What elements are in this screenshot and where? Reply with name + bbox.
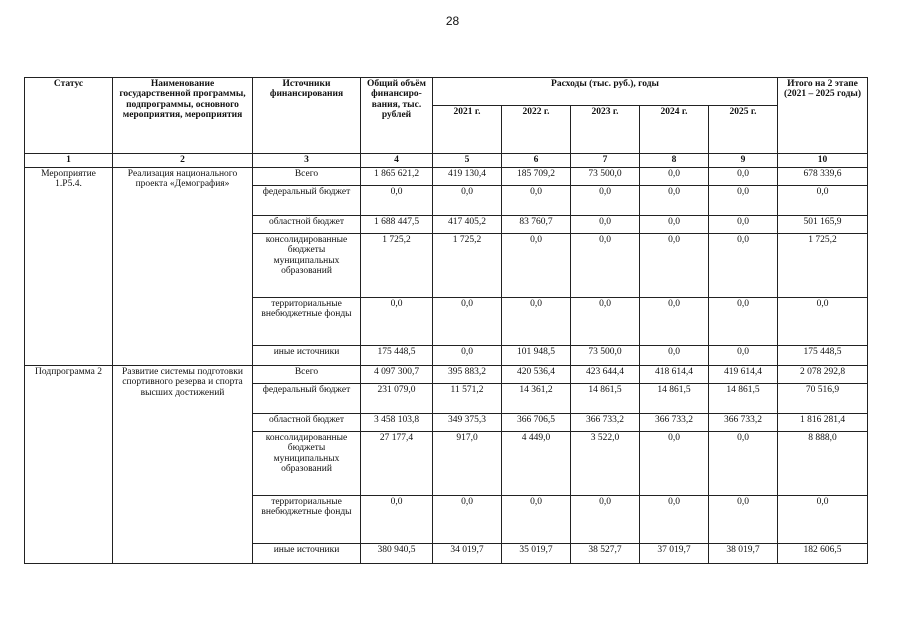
amount-cell: 0,0 [640,234,709,298]
amount-cell: 423 644,4 [571,366,640,384]
column-number: 5 [433,154,502,168]
amount-cell: 366 733,2 [571,414,640,432]
row-name: Развитие системы подготовки спортивного резерва и спорта высших достижений [113,366,253,564]
amount-cell: 0,0 [640,346,709,366]
amount-cell: 366 733,2 [709,414,778,432]
amount-cell: 0,0 [433,496,502,544]
amount-cell: 1 725,2 [361,234,433,298]
amount-cell: 1 725,2 [778,234,868,298]
table-body [25,168,868,564]
amount-cell: 419 614,4 [709,366,778,384]
amount-cell: 3 522,0 [571,432,640,496]
amount-cell: 418 614,4 [640,366,709,384]
amount-cell: 0,0 [640,216,709,234]
amount-cell: 0,0 [571,216,640,234]
amount-cell: 38 019,7 [709,544,778,564]
amount-cell: 1 865 621,2 [361,168,433,186]
column-number: 7 [571,154,640,168]
page-number: 28 [445,14,460,28]
column-number: 3 [253,154,361,168]
amount-cell: 0,0 [502,186,571,216]
amount-cell: 349 375,3 [433,414,502,432]
amount-cell: 14 861,5 [640,384,709,414]
column-number: 10 [778,154,868,168]
budget-table [24,77,868,564]
amount-cell: 70 516,9 [778,384,868,414]
amount-cell: 0,0 [640,168,709,186]
amount-cell: 0,0 [709,234,778,298]
table-row [25,366,868,384]
header-total: Общий объём финансиро-вания, тыс. рублей [361,78,433,154]
amount-cell: 14 361,2 [502,384,571,414]
column-number: 9 [709,154,778,168]
funding-source: Всего [253,366,361,384]
amount-cell: 101 948,5 [502,346,571,366]
amount-cell: 0,0 [571,234,640,298]
column-number: 6 [502,154,571,168]
amount-cell: 0,0 [502,234,571,298]
header-year: 2025 г. [709,106,778,154]
header-year: 2024 г. [640,106,709,154]
amount-cell: 38 527,7 [571,544,640,564]
amount-cell: 1 816 281,4 [778,414,868,432]
funding-source: территориальные внебюджетные фонды [253,298,361,346]
amount-cell: 0,0 [640,496,709,544]
amount-cell: 185 709,2 [502,168,571,186]
amount-cell: 501 165,9 [778,216,868,234]
amount-cell: 4 449,0 [502,432,571,496]
amount-cell: 34 019,7 [433,544,502,564]
amount-cell: 678 339,6 [778,168,868,186]
funding-source: иные источники [253,346,361,366]
amount-cell: 0,0 [361,186,433,216]
amount-cell: 0,0 [709,168,778,186]
amount-cell: 14 861,5 [709,384,778,414]
amount-cell: 380 940,5 [361,544,433,564]
amount-cell: 366 706,5 [502,414,571,432]
amount-cell: 14 861,5 [571,384,640,414]
amount-cell: 3 458 103,8 [361,414,433,432]
amount-cell: 0,0 [571,298,640,346]
amount-cell: 0,0 [502,298,571,346]
amount-cell: 231 079,0 [361,384,433,414]
amount-cell: 175 448,5 [778,346,868,366]
amount-cell: 1 725,2 [433,234,502,298]
amount-cell: 73 500,0 [571,346,640,366]
amount-cell: 175 448,5 [361,346,433,366]
amount-cell: 182 606,5 [778,544,868,564]
row-status: Мероприятие 1.Р5.4. [25,168,113,366]
header-expenses: Расходы (тыс. руб.), годы [433,78,778,106]
amount-cell: 2 078 292,8 [778,366,868,384]
amount-cell: 366 733,2 [640,414,709,432]
column-number: 4 [361,154,433,168]
amount-cell: 0,0 [640,298,709,346]
amount-cell: 4 097 300,7 [361,366,433,384]
amount-cell: 0,0 [778,298,868,346]
funding-source: консолидированные бюджеты муниципальных образований [253,432,361,496]
funding-source: консолидированные бюджеты муниципальных образований [253,234,361,298]
header-sources: Источники финансирования [253,78,361,154]
column-number-row [25,154,868,168]
amount-cell: 0,0 [361,298,433,346]
header-year: 2023 г. [571,106,640,154]
amount-cell: 27 177,4 [361,432,433,496]
amount-cell: 0,0 [571,496,640,544]
table-row [25,168,868,186]
amount-cell: 417 405,2 [433,216,502,234]
amount-cell: 0,0 [361,496,433,544]
amount-cell: 0,0 [709,298,778,346]
amount-cell: 0,0 [433,346,502,366]
funding-source: федеральный бюджет [253,186,361,216]
funding-source: областной бюджет [253,216,361,234]
funding-source: федеральный бюджет [253,384,361,414]
amount-cell: 0,0 [640,186,709,216]
row-name: Реализация национального проекта «Демография» [113,168,253,366]
amount-cell: 0,0 [571,186,640,216]
amount-cell: 0,0 [709,496,778,544]
amount-cell: 0,0 [433,186,502,216]
amount-cell: 420 536,4 [502,366,571,384]
amount-cell: 83 760,7 [502,216,571,234]
header-name: Наименование государственной программы, подпрограммы, основного мероприятия, мероприятия [113,78,253,154]
table-header [25,78,868,168]
amount-cell: 73 500,0 [571,168,640,186]
amount-cell: 395 883,2 [433,366,502,384]
amount-cell: 35 019,7 [502,544,571,564]
amount-cell: 0,0 [709,186,778,216]
funding-source: областной бюджет [253,414,361,432]
funding-source: территориальные внебюджетные фонды [253,496,361,544]
funding-source: Всего [253,168,361,186]
amount-cell: 0,0 [433,298,502,346]
header-year: 2021 г. [433,106,502,154]
amount-cell: 1 688 447,5 [361,216,433,234]
amount-cell: 0,0 [502,496,571,544]
amount-cell: 11 571,2 [433,384,502,414]
column-number: 2 [113,154,253,168]
funding-source: иные источники [253,544,361,564]
amount-cell: 8 888,0 [778,432,868,496]
amount-cell: 37 019,7 [640,544,709,564]
row-status: Подпрограмма 2 [25,366,113,564]
amount-cell: 0,0 [778,496,868,544]
header-status: Статус [25,78,113,154]
amount-cell: 917,0 [433,432,502,496]
amount-cell: 0,0 [709,346,778,366]
amount-cell: 0,0 [640,432,709,496]
column-number: 8 [640,154,709,168]
amount-cell: 0,0 [709,216,778,234]
header-stage-total: Итого на 2 этапе (2021 – 2025 годы) [778,78,868,154]
header-year: 2022 г. [502,106,571,154]
amount-cell: 0,0 [778,186,868,216]
amount-cell: 0,0 [709,432,778,496]
column-number: 1 [25,154,113,168]
amount-cell: 419 130,4 [433,168,502,186]
